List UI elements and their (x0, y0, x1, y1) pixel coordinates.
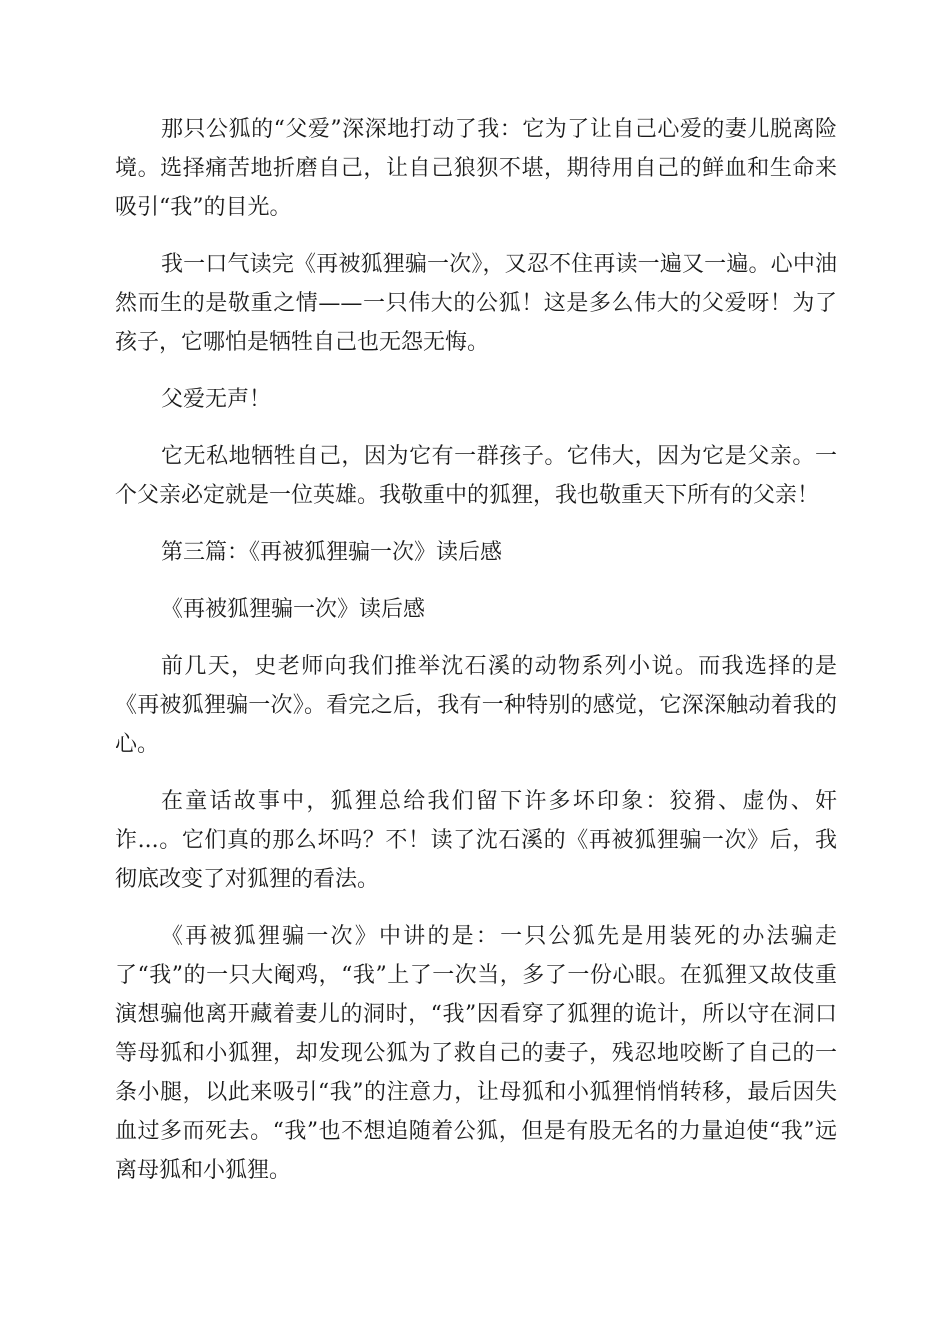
paragraph: 前几天，史老师向我们推举沈石溪的动物系列小说。而我选择的是《再被狐狸骗一次》。看完之后，我有一种特别的感觉，它深深触动着我的心。 (115, 654, 837, 757)
paragraph: 《再被狐狸骗一次》中讲的是：一只公狐先是用装死的办法骗走了“我”的一只大阉鸡，“我”上了一次当，多了一份心眼。在狐狸又故伎重演想骗他离开藏着妻儿的洞时，“我”因看穿了狐狸的诡计，所以守在洞口等母狐和小狐狸，却发现公狐为了救自己的妻子，残忍地咬断了自己的一条小腿，以此来吸引“我”的注意力，让母狐和小狐狸悄悄转移，最后因失血过多而死去。“我”也不想追随着公狐，但是有股无名的力量迫使“我”远离母狐和小狐狸。 (115, 924, 837, 1183)
document-body (115, 110, 837, 1208)
paragraph: 父爱无声！ (161, 387, 272, 412)
paragraph: 我一口气读完《再被狐狸骗一次》，又忍不住再读一遍又一遍。心中油然而生的是敬重之情——一只伟大的公狐！这是多么伟大的父爱呀！为了孩子，它哪怕是牺牲自己也无怨无悔。 (115, 252, 837, 355)
paragraph: 在童话故事中，狐狸总给我们留下许多坏印象：狡猾、虚伪、奸诈...。它们真的那么坏吗？不！读了沈石溪的《再被狐狸骗一次》后，我彻底改变了对狐狸的看法。 (115, 789, 837, 892)
paragraph: 那只公狐的“父爱”深深地打动了我：它为了让自己心爱的妻儿脱离险境。选择痛苦地折磨自己，让自己狼狈不堪，期待用自己的鲜血和生命来吸引“我”的目光。 (115, 117, 837, 220)
paragraph: 它无私地牺牲自己，因为它有一群孩子。它伟大，因为它是父亲。一个父亲必定就是一位英雄。我敬重中的狐狸，我也敬重天下所有的父亲！ (115, 444, 837, 508)
section-heading: 第三篇：《再被狐狸骗一次》读后感 (161, 540, 503, 565)
article-title: 《再被狐狸骗一次》读后感 (161, 597, 426, 622)
